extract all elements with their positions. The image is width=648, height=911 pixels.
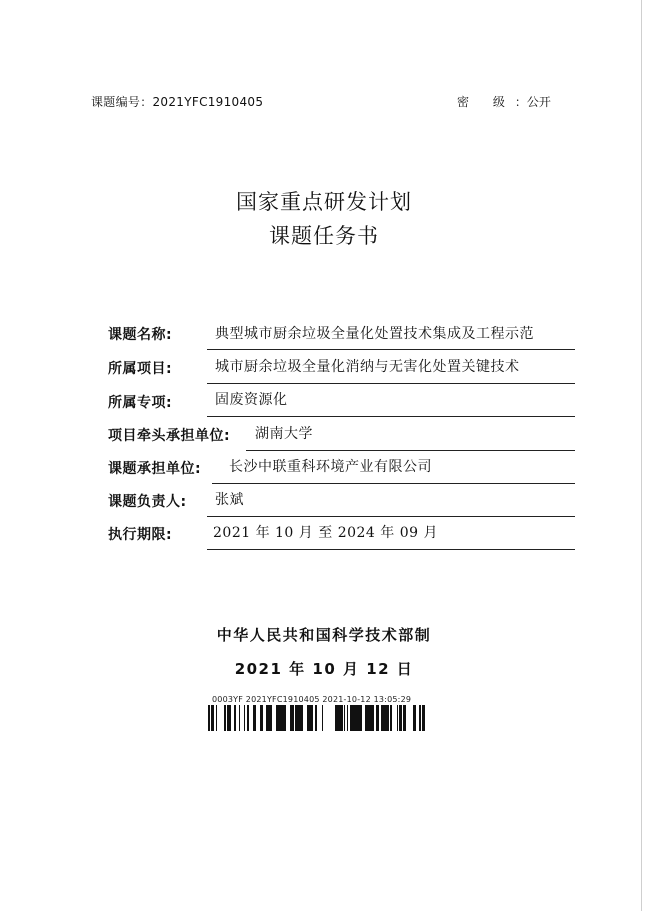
page-edge bbox=[641, 0, 642, 911]
issue-date: 2021 年 10 月 12 日 bbox=[234, 660, 414, 678]
rule-undertaking-unit bbox=[212, 483, 575, 484]
label-special-program: 所属专项: bbox=[108, 395, 173, 411]
value-principal: 张斌 bbox=[215, 492, 244, 508]
rule-topic-name bbox=[207, 349, 575, 350]
value-project: 城市厨余垃圾全量化消纳与无害化处置关键技术 bbox=[215, 359, 520, 375]
label-project: 所属项目: bbox=[108, 361, 173, 377]
document-subtitle: 课题任务书 bbox=[269, 224, 379, 248]
issuer: 中华人民共和国科学技术部制 bbox=[216, 626, 432, 644]
label-period: 执行期限: bbox=[108, 527, 173, 543]
secrecy-value: ：公开 bbox=[514, 95, 551, 109]
value-lead-unit: 湖南大学 bbox=[255, 426, 313, 442]
document-title: 国家重点研发计划 bbox=[236, 190, 412, 214]
rule-principal bbox=[207, 516, 575, 517]
label-topic-name: 课题名称: bbox=[108, 327, 173, 343]
rule-project bbox=[207, 383, 575, 384]
value-period: 2021 年 10 月 至 2024 年 09 月 bbox=[213, 525, 438, 541]
label-principal: 课题负责人: bbox=[108, 494, 187, 510]
label-lead-unit: 项目牵头承担单位: bbox=[108, 428, 231, 444]
label-undertaking-unit: 课题承担单位: bbox=[108, 461, 202, 477]
secrecy-label: 密 级 bbox=[457, 95, 515, 109]
value-topic-name: 典型城市厨余垃圾全量化处置技术集成及工程示范 bbox=[215, 326, 534, 342]
barcode bbox=[208, 705, 430, 731]
secrecy-level bbox=[457, 93, 551, 110]
rule-special-program bbox=[207, 416, 575, 417]
rule-period bbox=[207, 549, 575, 550]
rule-lead-unit bbox=[246, 450, 575, 451]
value-undertaking-unit: 长沙中联重科环境产业有限公司 bbox=[229, 459, 432, 475]
barcode-caption: 0003YF 2021YFC1910405 2021-10-12 13:05:29 bbox=[212, 695, 412, 704]
project-number: 课题编号：2021YFC1910405 bbox=[91, 95, 264, 109]
value-special-program: 固废资源化 bbox=[215, 392, 288, 408]
